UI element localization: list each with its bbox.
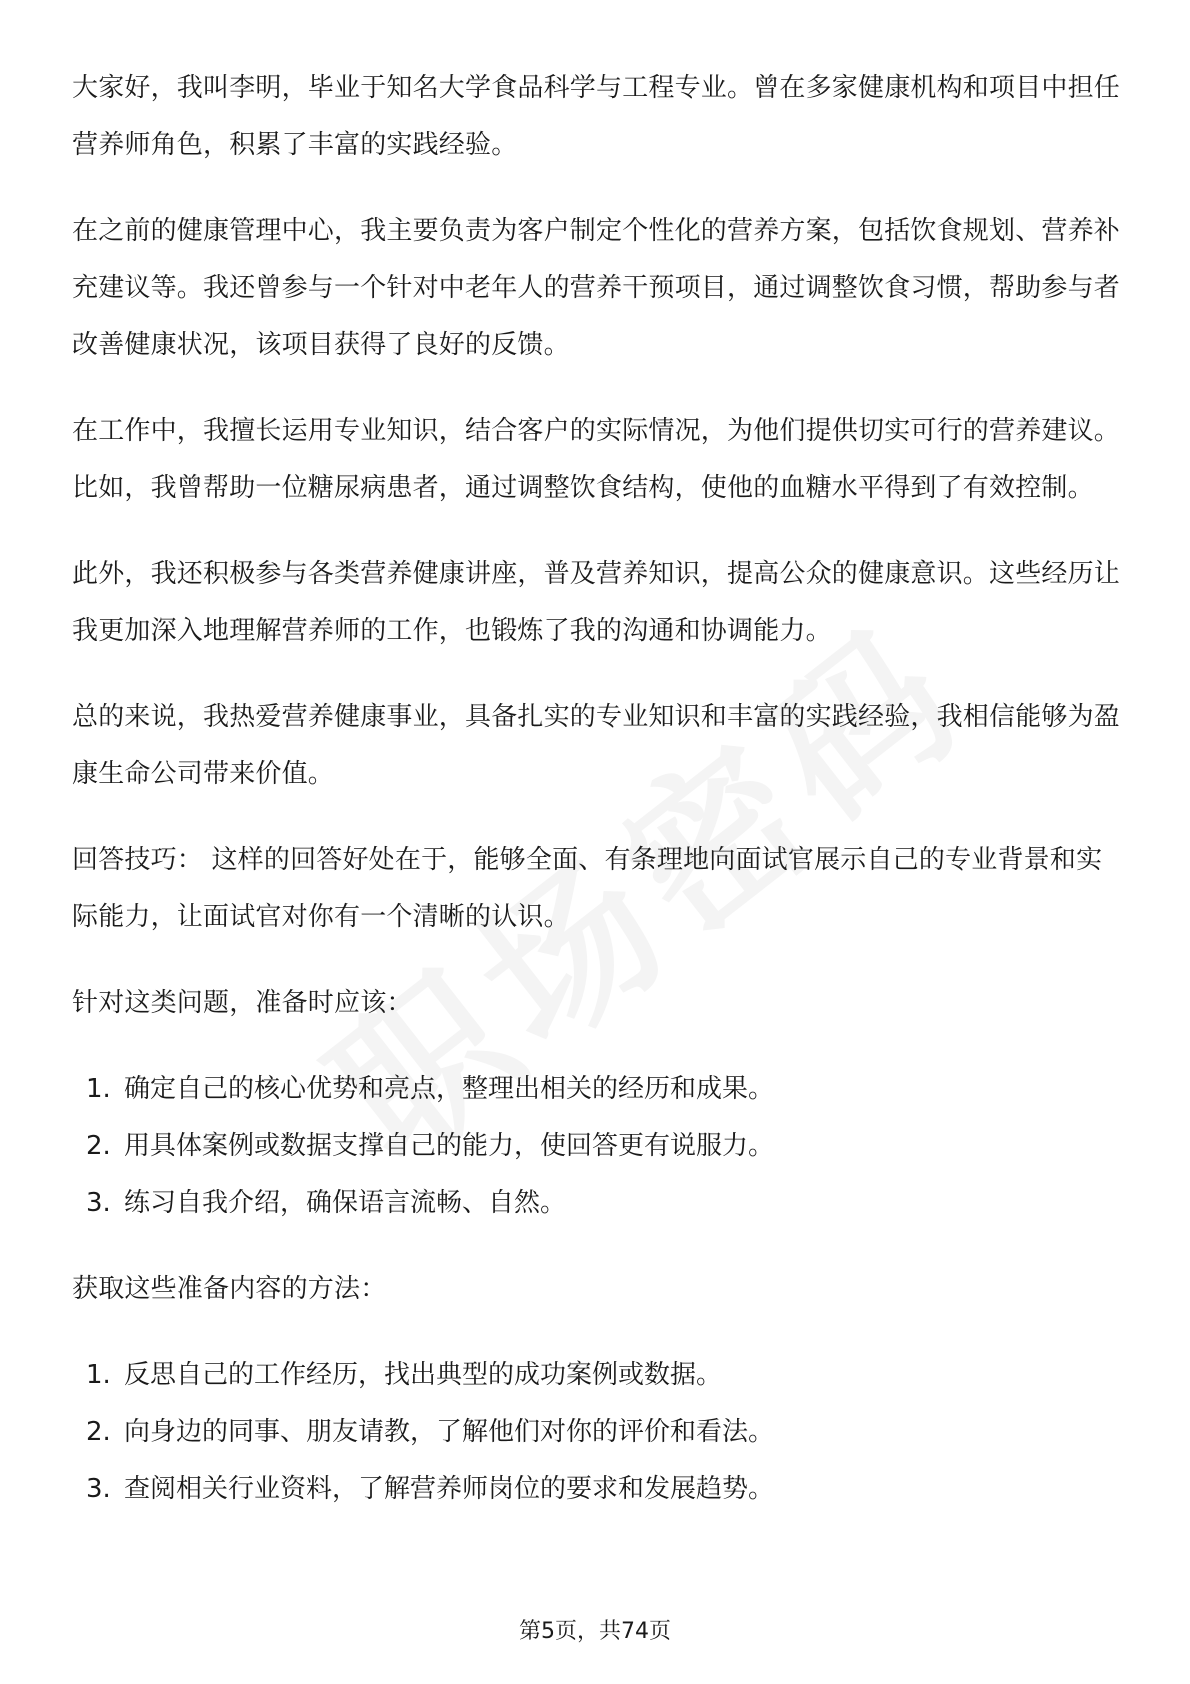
list-item (72, 1118, 1122, 1175)
list-item-number: 3. (86, 1474, 111, 1504)
list-item-text: 确定自己的核心优势和亮点，整理出相关的经历和成果。 (124, 1074, 775, 1104)
list-item-text: 向身边的同事、朋友请教，了解他们对你的评价和看法。 (124, 1417, 775, 1447)
method-list (72, 1347, 1122, 1518)
list-item (72, 1404, 1122, 1461)
method-heading: 获取这些准备内容的方法： (72, 1274, 387, 1304)
prep-list (72, 1061, 1122, 1232)
page-number-footer: 第5页，共74页 (519, 1619, 671, 1644)
paragraph-health-center: 在之前的健康管理中心，我主要负责为客户制定个性化的营养方案，包括饮食规划、营养补充建议等。我还曾参与一个针对中老年人的营养干预项目，通过调整饮食习惯，帮助参与者改善健康状况，该项目获得了良好的反馈。 (72, 216, 1121, 360)
list-item-number: 3. (86, 1188, 111, 1218)
paragraph-work-strengths: 在工作中，我擅长运用专业知识，结合客户的实际情况，为他们提供切实可行的营养建议。比如，我曾帮助一位糖尿病患者，通过调整饮食结构，使他的血糖水平得到了有效控制。 (72, 416, 1121, 503)
list-item-text: 反思自己的工作经历，找出典型的成功案例或数据。 (124, 1360, 723, 1390)
paragraph-summary: 总的来说，我热爱营养健康事业，具备扎实的专业知识和丰富的实践经验，我相信能够为盈康生命公司带来价值。 (72, 702, 1121, 789)
prep-heading: 针对这类问题，准备时应该： (72, 988, 413, 1018)
list-item (72, 1061, 1122, 1118)
paragraph-intro: 大家好，我叫李明，毕业于知名大学食品科学与工程专业。曾在多家健康机构和项目中担任营养师角色，积累了丰富的实践经验。 (72, 73, 1121, 160)
list-item-text: 练习自我介绍，确保语言流畅、自然。 (124, 1188, 567, 1218)
paragraph-answer-tips: 回答技巧： 这样的回答好处在于，能够全面、有条理地向面试官展示自己的专业背景和实际能力，让面试官对你有一个清晰的认识。 (72, 845, 1103, 932)
list-item-number: 1. (86, 1074, 111, 1104)
paragraph-lectures: 此外，我还积极参与各类营养健康讲座，普及营养知识，提高公众的健康意识。这些经历让我更加深入地理解营养师的工作，也锻炼了我的沟通和协调能力。 (72, 559, 1121, 646)
list-item-text: 用具体案例或数据支撑自己的能力，使回答更有说服力。 (124, 1131, 775, 1161)
list-item-text: 查阅相关行业资料，了解营养师岗位的要求和发展趋势。 (124, 1474, 775, 1504)
list-item (72, 1175, 1122, 1232)
list-item (72, 1347, 1122, 1404)
list-item-number: 2. (86, 1417, 111, 1447)
list-item-number: 2. (86, 1131, 111, 1161)
page-content (72, 60, 1122, 1547)
list-item-number: 1. (86, 1360, 111, 1390)
list-item (72, 1461, 1122, 1518)
